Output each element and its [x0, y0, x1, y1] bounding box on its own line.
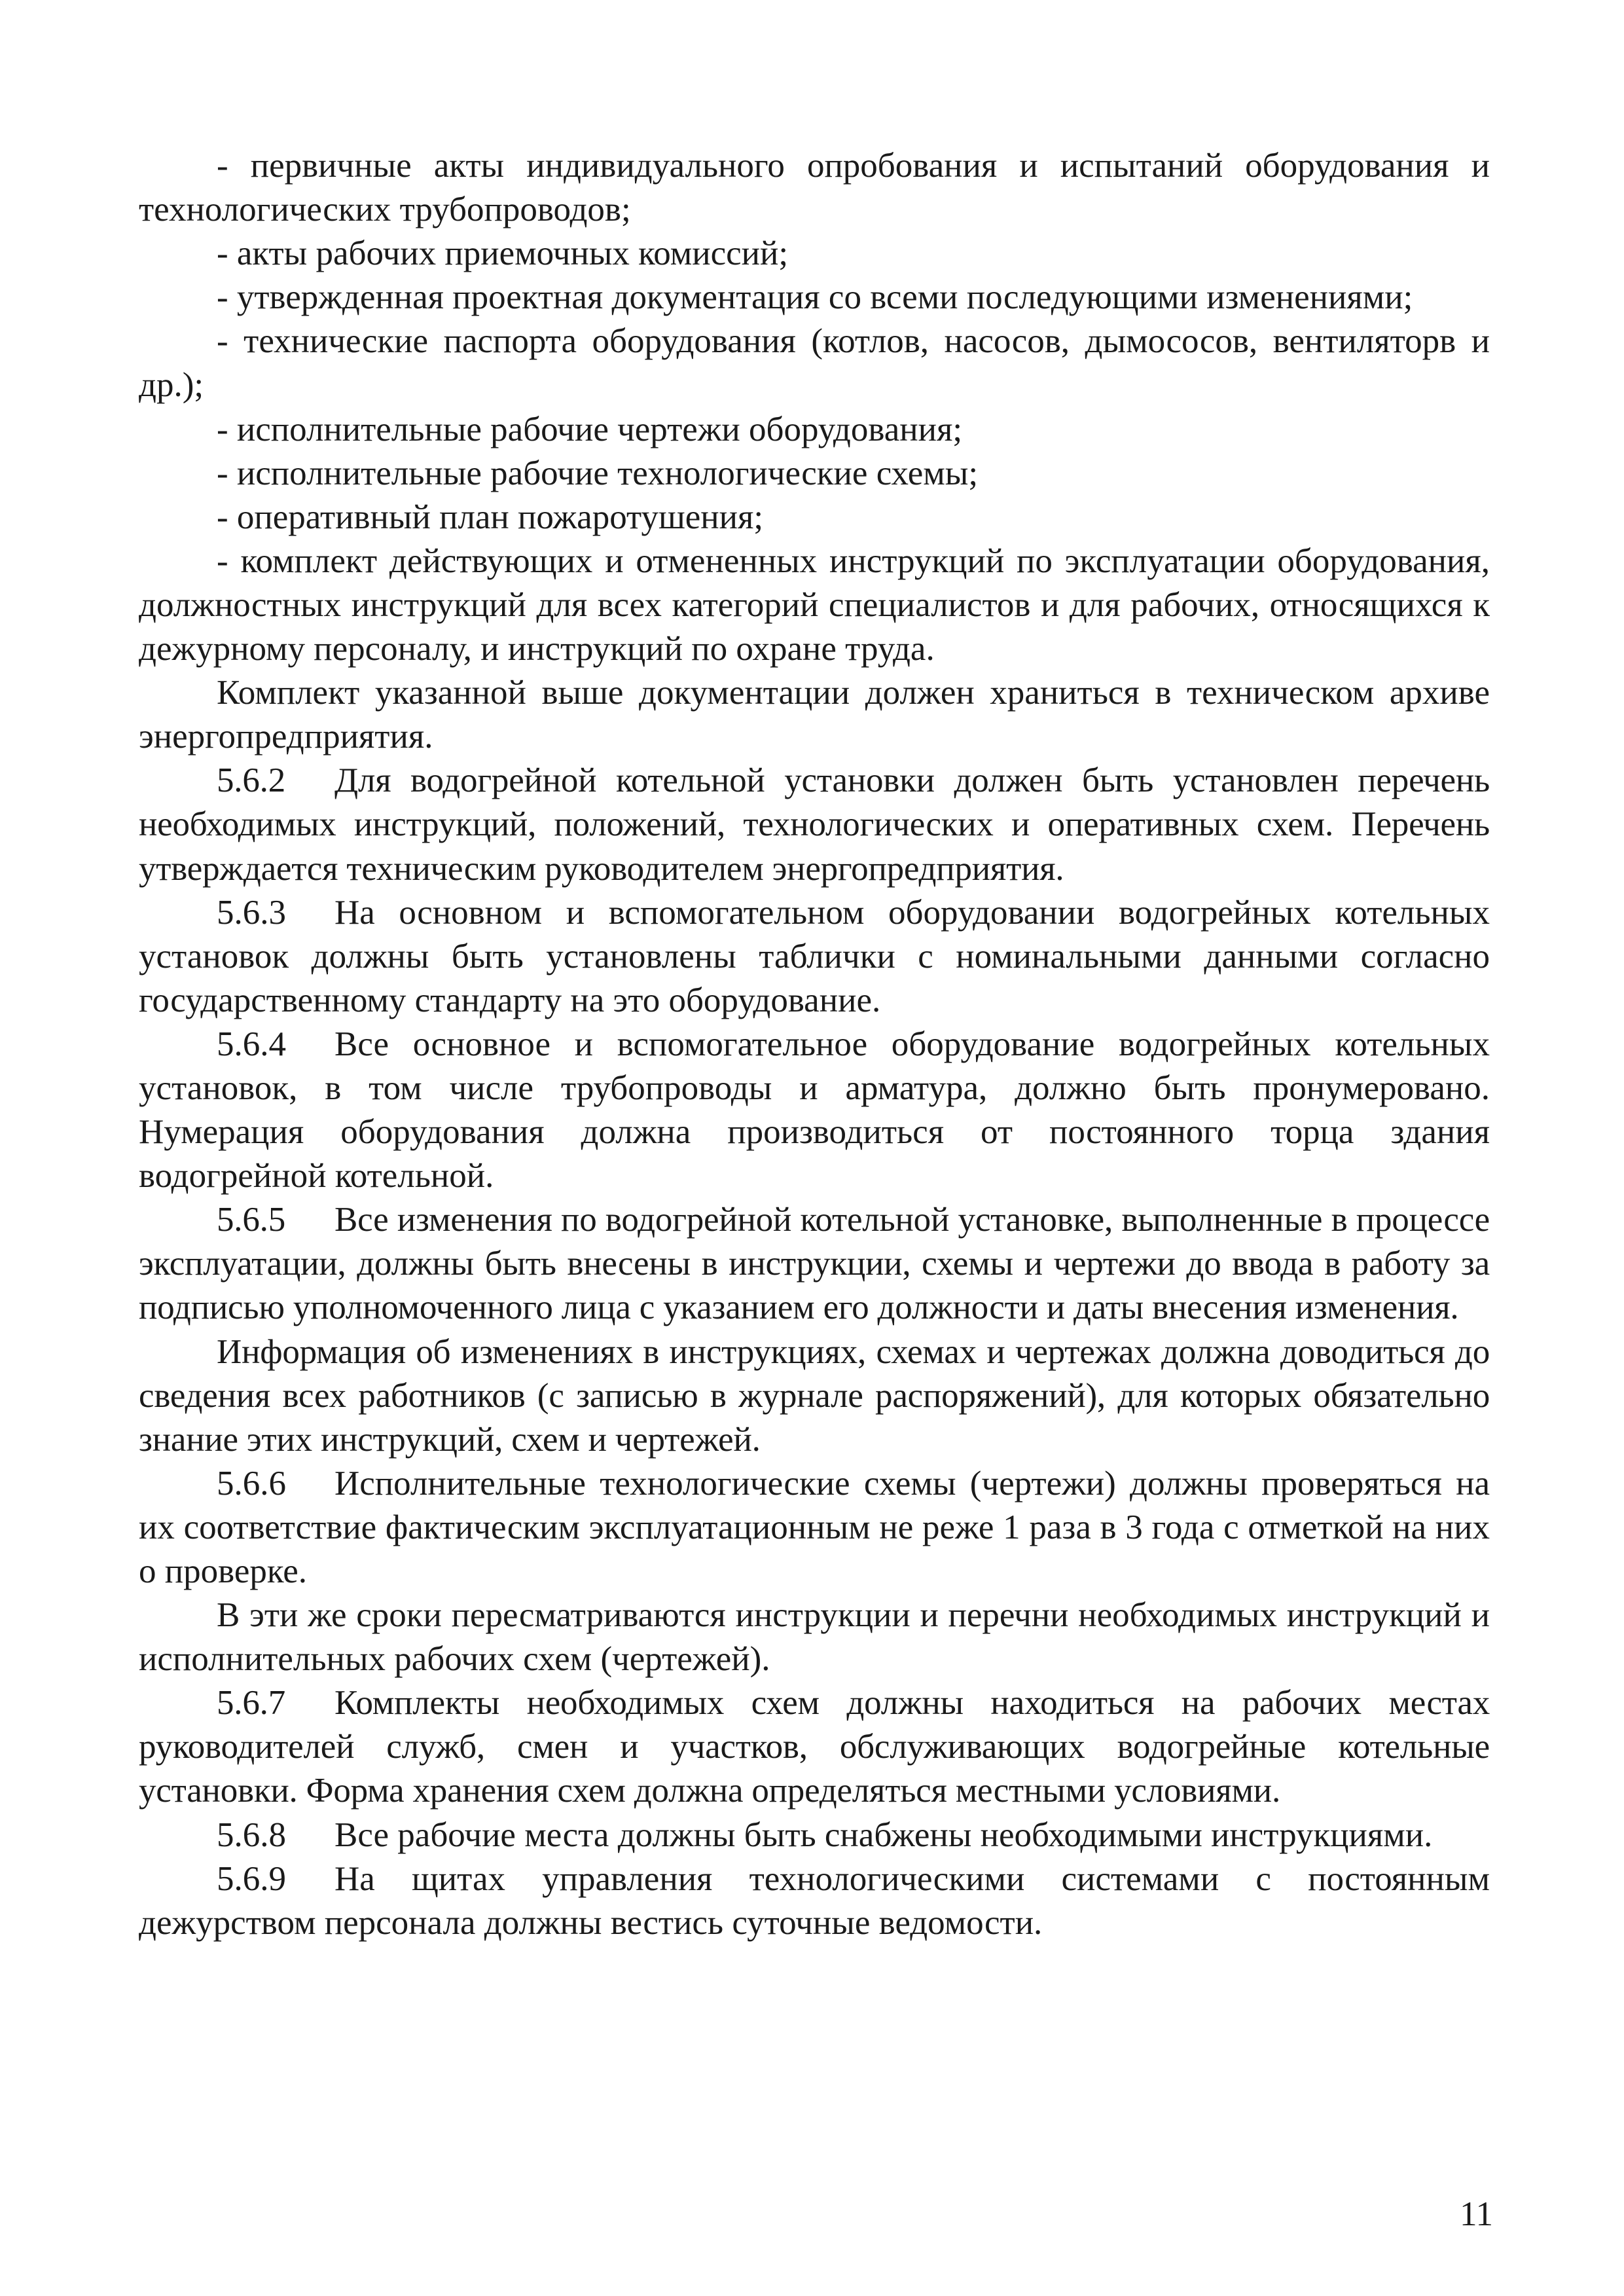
clause-number: 5.6.7 [217, 1684, 286, 1722]
list-item: - акты рабочих приемочных комиссий; [217, 234, 789, 273]
clause-5-6-5: 5.6.5 Все изменения по водогрейной котельной установке, выполненные в процессе эксплуатации, должны быть внесены в инструкции, схемы и чертежи до ввода в работу за подписью уполномоченного лица с указанием его должности и даты внесения изменения. [139, 1198, 1490, 1330]
clause-5-6-7: 5.6.7 Комплекты необходимых схем должны находиться на рабочих местах руководителей служб, смен и участков, обслуживающих водогрейные котельные установки. Форма хранения схем должна определяться местными условиями. [139, 1681, 1490, 1813]
list-item: - комплект действующих и отмененных инструкций по эксплуатации оборудования, должностных инструкций для всех категорий специалистов и для рабочих, относящихся к дежурному персоналу, и инструкций по охране труда. [139, 541, 1490, 668]
document-body [139, 144, 1490, 1945]
page-number: 11 [1459, 2195, 1493, 2233]
clause-5-6-8: 5.6.8 Все рабочие места должны быть снабжены необходимыми инструкциями. [139, 1813, 1490, 1857]
clause-number: 5.6.2 [217, 761, 286, 800]
list-item: - исполнительные рабочие технологические схемы; [217, 454, 979, 492]
clause-5-6-6: 5.6.6 Исполнительные технологические схемы (чертежи) должны проверяться на их соответствие фактическим эксплуатационным не реже 1 раза в 3 года с отметкой на них о проверке. [139, 1462, 1490, 1594]
paragraph: В эти же сроки пересматриваются инструкции и перечни необходимых инструкций и исполнительных рабочих схем (чертежей). [139, 1596, 1490, 1679]
clause-5-6-3: 5.6.3 На основном и вспомогательном оборудовании водогрейных котельных установок должны быть установлены таблички с номинальными данными согласно государственному стандарту на это оборудование. [139, 891, 1490, 1023]
clause-number: 5.6.8 [217, 1815, 286, 1854]
clause-number: 5.6.6 [217, 1464, 286, 1503]
clause-number: 5.6.4 [217, 1025, 286, 1063]
paragraph: Информация об изменениях в инструкциях, схемах и чертежах должна доводиться до сведения всех работников (с записью в журнале распоряжений), для которых обязательно знание этих инструкций, схем и чертежей. [139, 1332, 1490, 1459]
list-item: - оперативный план пожаротушения; [217, 498, 764, 536]
clause-number: 5.6.9 [217, 1859, 286, 1898]
list-item: - исполнительные рабочие чертежи оборудования; [217, 410, 963, 448]
paragraph: Комплект указанной выше документации должен храниться в техническом архиве энергопредприятия. [139, 674, 1490, 756]
clause-number: 5.6.5 [217, 1201, 286, 1239]
clause-5-6-9: 5.6.9 На щитах управления технологическими системами с постоянным дежурством персонала должны вестись суточные ведомости. [139, 1857, 1490, 1945]
list-item: - утвержденная проектная документация со всеми последующими изменениями; [217, 278, 1413, 317]
list-item: - технические паспорта оборудования (котлов, насосов, дымососов, вентиляторв и др.); [139, 322, 1490, 405]
clause-number: 5.6.3 [217, 893, 286, 932]
list-item: - первичные акты индивидуального опробования и испытаний оборудования и технологических трубопроводов; [139, 147, 1490, 229]
clause-5-6-2: 5.6.2 Для водогрейной котельной установки должен быть установлен перечень необходимых инструкций, положений, технологических и оперативных схем. Перечень утверждается техническим руководителем энергопредприятия. [139, 759, 1490, 890]
clause-5-6-4: 5.6.4 Все основное и вспомогательное оборудование водогрейных котельных установок, в том числе трубопроводы и арматура, должно быть пронумеровано. Нумерация оборудования должна производиться от постоянного торца здания водогрейной котельной. [139, 1023, 1490, 1198]
